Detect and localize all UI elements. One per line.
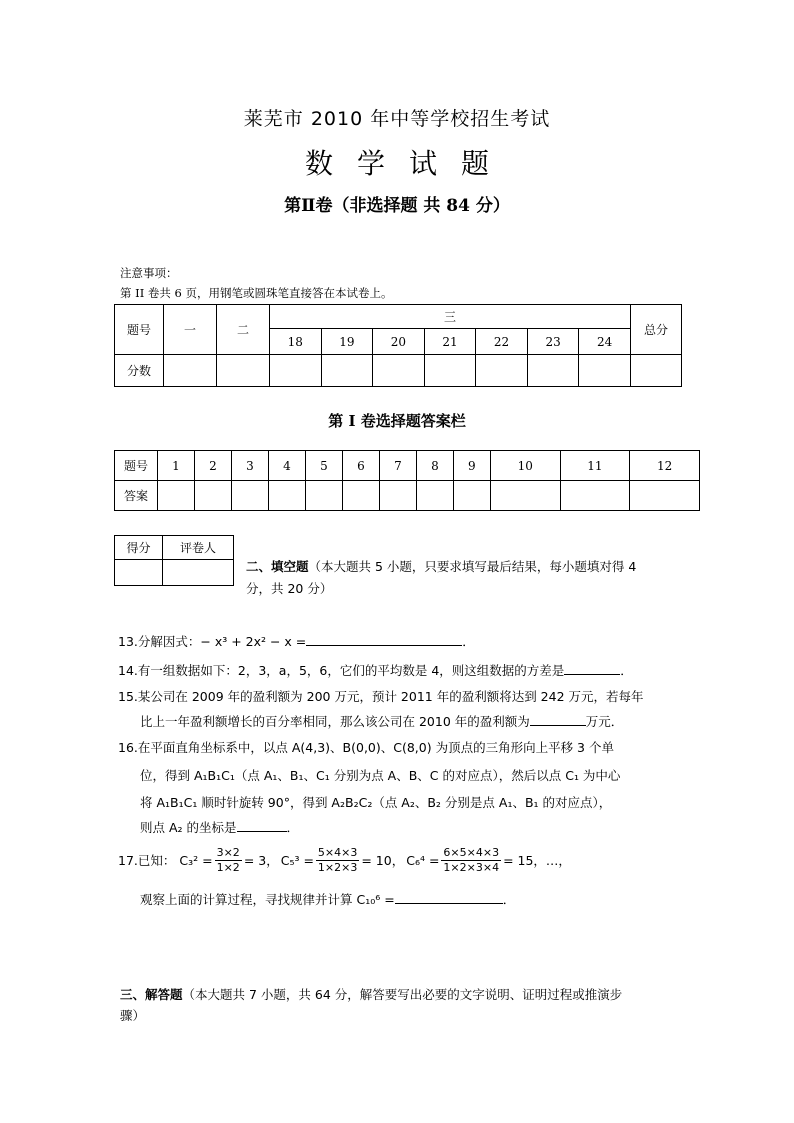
result-1: = 3， [243,853,279,868]
grader-box-score-label: 得分 [115,536,163,560]
question-number: 9 [453,451,490,481]
answer-cell[interactable] [194,481,231,511]
question-number: 5 [305,451,342,481]
answer-cell[interactable] [416,481,453,511]
score-table-group-label: 三 [270,305,631,329]
part3-desc-2: 骤） [120,1008,146,1023]
answer-cell[interactable] [268,481,305,511]
question-number: 7 [379,451,416,481]
grader-box [114,535,234,586]
part2-desc-1: （本大题共 5 小题，只要求填写最后结果，每小题填对得 4 [308,559,637,574]
answer-cell[interactable] [560,481,630,511]
part2-heading: 二、填空题 [246,559,309,574]
score-table-sub-col: 18 [270,329,322,355]
notes-line: 第 II 卷共 6 页，用钢笔或圆珠笔直接答在本试卷上。 [120,286,393,300]
question-17-text: 观察上面的计算过程，寻找规律并计算 C₁₀⁶ = [140,892,395,907]
part3-heading: 三、解答题 [120,987,183,1002]
score-cell[interactable] [373,355,425,387]
question-15-text-b: 万元． [585,714,624,729]
question-16-blank[interactable] [237,831,287,832]
question-17-blank[interactable] [395,903,503,904]
answer-cell[interactable] [158,481,195,511]
result-3: = 15，…， [503,853,571,868]
question-16-text: 则点 A₂ 的坐标是 [140,820,237,835]
score-cell[interactable] [164,355,217,387]
answer-cell[interactable] [342,481,379,511]
fraction-3 [441,846,501,875]
score-table-score-label: 分数 [115,355,164,387]
score-table-sub-col: 24 [579,329,631,355]
grader-name-cell[interactable] [162,560,233,586]
score-table-col-2: 二 [217,305,270,355]
question-15-line-1: 15.某公司在 2009 年的盈利额为 200 万元，预计 2011 年的盈利额将达到 242 万元，若每年 [118,689,644,704]
subject-char: 数 [304,147,333,180]
answer-cell[interactable] [379,481,416,511]
answer-section-title: 第 I 卷选择题答案栏 [328,412,466,430]
subject-title [0,142,794,182]
score-table [114,304,682,387]
answer-table-answer-label: 答案 [115,481,158,511]
subject-char: 题 [461,147,490,180]
score-table-sub-col: 22 [476,329,528,355]
answer-cell[interactable] [630,481,700,511]
question-14-blank[interactable] [564,674,620,675]
fraction-1-denominator: 1×2 [216,860,240,874]
question-number: 12 [630,451,700,481]
part2-heading-line [246,557,636,575]
question-number: 3 [231,451,268,481]
question-16-line-1: 16.在平面直角坐标系中，以点 A(4,3)、B(0,0)、C(8,0) 为顶点的三角形向上平移 3 个单 [118,740,614,755]
question-14: 14.有一组数据如下：2，3，a，5，6，它们的平均数是 4，则这组数据的方差是 ． [118,663,633,678]
part2-desc-2: 分，共 20 分） [246,581,333,596]
question-16-line-3: 将 A₁B₁C₁ 顺时针旋转 90°，得到 A₂B₂C₂（点 A₂、B₂ 分别是点 A₁、B₁ 的对应点）， [140,795,612,810]
question-15-blank[interactable] [530,725,586,726]
combination-2: C₅³ [280,852,300,868]
answer-cell[interactable] [453,481,490,511]
answer-cell[interactable] [231,481,268,511]
subject-char: 试 [409,147,438,180]
exam-title: 莱芜市 2010 年中等学校招生考试 [243,108,551,130]
question-16-line-2: 位，得到 A₁B₁C₁（点 A₁、B₁、C₁ 分别为点 A、B、C 的对应点），然后以点 C₁ 为中心 [140,768,621,783]
score-cell[interactable] [476,355,528,387]
score-cell[interactable] [217,355,270,387]
question-13-blank[interactable] [306,645,462,646]
question-17-prefix: 17.已知： [118,853,176,868]
question-number: 10 [490,451,560,481]
volume-title: 第Ⅱ卷（非选择题 共 84 分） [284,196,510,216]
fraction-2-numerator: 5×4×3 [317,845,358,859]
question-17-line-1: 17.已知： C₃² = $\frac{3\times 2}{1\times 2}$ = 3， C₅³ = $\frac{5\times 4\times 3}{1\times 2\times 3}$ = 10， C₆⁴ = $\frac{6\times 5\times 4\times 3}{1\times 2\times 3\times 4}$ = 15，…， [118,845,571,874]
score-cell[interactable] [424,355,476,387]
question-13: 13.分解因式：− x³ + 2x² − x = ． [118,634,475,649]
question-number: 2 [194,451,231,481]
question-13-text: 13.分解因式：− x³ + 2x² − x = [118,634,307,649]
fraction-3-numerator: 6×5×4×3 [443,845,500,859]
question-14-text: 14.有一组数据如下：2，3，a，5，6，它们的平均数是 4，则这组数据的方差是 [118,663,565,678]
question-15-text-a: 比上一年盈利额增长的百分率相同，那么该公司在 2010 年的盈利额为 [140,714,530,729]
subject-char: 学 [356,147,385,180]
fraction-3-denominator: 1×2×3×4 [443,860,500,874]
answer-cell[interactable] [490,481,560,511]
question-number: 6 [342,451,379,481]
score-cell[interactable] [270,355,322,387]
notes-label: 注意事项： [120,266,178,280]
fraction-1-numerator: 3×2 [216,845,240,859]
score-table-total-label: 总分 [631,305,682,355]
answer-table-row-header: 题号 [115,451,158,481]
result-2: = 10， [361,853,405,868]
fraction-2 [316,846,359,875]
fraction-1 [215,846,242,875]
score-table-sub-col: 21 [424,329,476,355]
part3-heading-line [120,985,622,1003]
combination-1: C₃² [179,852,199,868]
score-cell[interactable] [631,355,682,387]
score-table-sub-col: 19 [321,329,373,355]
answer-table [114,450,700,511]
question-number: 11 [560,451,630,481]
score-table-sub-col: 23 [527,329,579,355]
question-number: 8 [416,451,453,481]
question-number: 1 [158,451,195,481]
combination-3: C₆⁴ [406,852,425,868]
score-cell[interactable] [321,355,373,387]
score-cell[interactable] [527,355,579,387]
question-16-line-4: 则点 A₂ 的坐标是 ． [140,820,300,835]
question-number: 4 [268,451,305,481]
question-17-line-2: 观察上面的计算过程，寻找规律并计算 C₁₀⁶ = ． [140,892,516,907]
score-table-col-1: 一 [164,305,217,355]
score-cell[interactable] [579,355,631,387]
fraction-2-denominator: 1×2×3 [317,860,358,874]
score-table-sub-col: 20 [373,329,425,355]
answer-cell[interactable] [305,481,342,511]
question-15-line-2 [140,712,623,730]
part3-desc-1: （本大题共 7 小题，共 64 分，解答要写出必要的文字说明、证明过程或推演步 [182,987,623,1002]
score-table-row-header: 题号 [115,305,164,355]
grader-box-grader-label: 评卷人 [162,536,233,560]
grader-score-cell[interactable] [115,560,163,586]
